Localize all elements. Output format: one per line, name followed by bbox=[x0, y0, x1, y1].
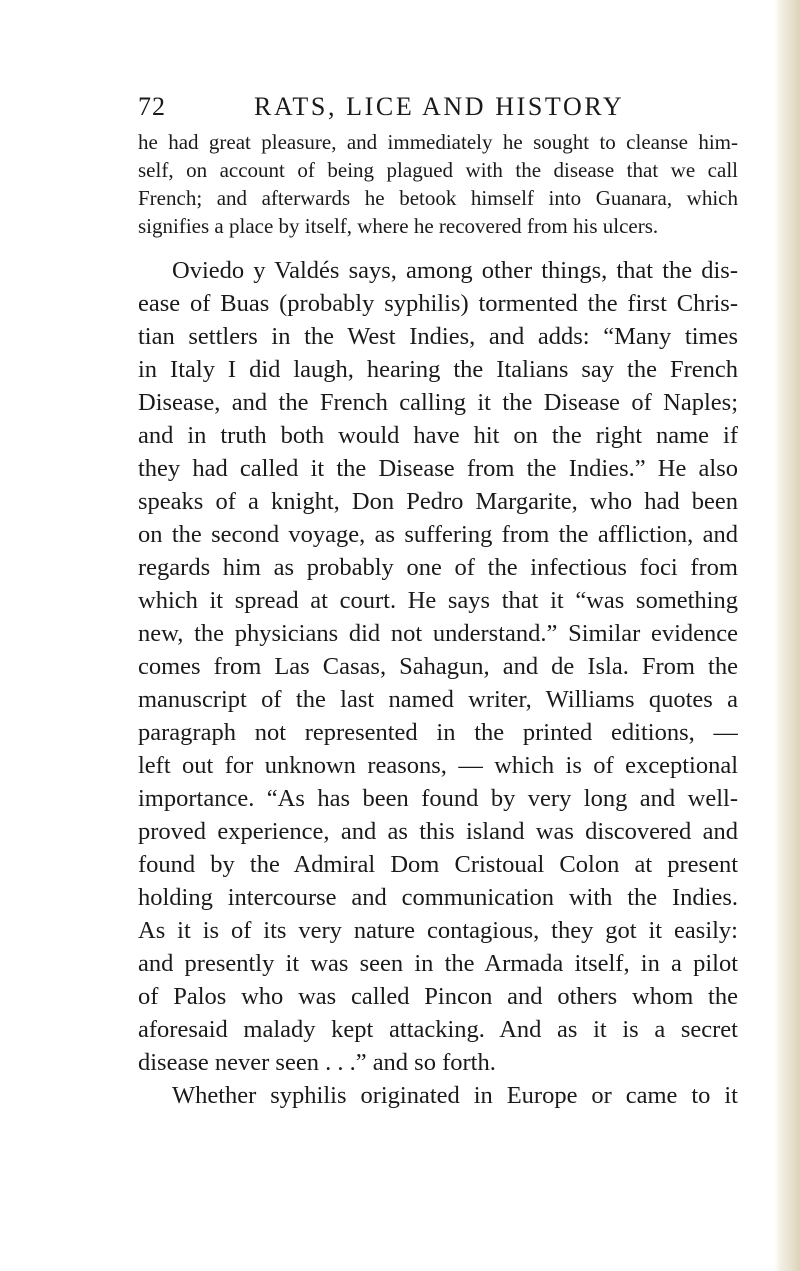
body-line: importance. “As has been found by very long and well- bbox=[138, 785, 738, 812]
body-line: holding intercourse and communication with the Indies. bbox=[138, 884, 738, 911]
body-line: speaks of a knight, Don Pedro Margarite, who had been bbox=[138, 488, 738, 515]
body-line: comes from Las Casas, Sahagun, and de Isla. From the bbox=[138, 653, 738, 680]
page-edge-shadow bbox=[774, 0, 800, 1271]
body-line: left out for unknown reasons, — which is of exceptional bbox=[138, 752, 738, 779]
body-line: and in truth both would have hit on the right name if bbox=[138, 422, 738, 449]
running-head bbox=[138, 92, 738, 126]
body-line: Disease, and the French calling it the Disease of Naples; bbox=[138, 389, 738, 416]
quote-line: French; and afterwards he betook himself into Guanara, which bbox=[138, 186, 738, 210]
body-line: As it is of its very nature contagious, they got it easily: bbox=[138, 917, 738, 944]
body-line: which it spread at court. He says that it “was something bbox=[138, 587, 738, 614]
body-line: of Palos who was called Pincon and others whom the bbox=[138, 983, 738, 1010]
body-line: new, the physicians did not understand.” Similar evidence bbox=[138, 620, 738, 647]
body-line: aforesaid malady kept attacking. And as it is a secret bbox=[138, 1016, 738, 1043]
quote-line: signifies a place by itself, where he recovered from his ulcers. bbox=[138, 214, 659, 238]
body-line: regards him as probably one of the infectious foci from bbox=[138, 554, 738, 581]
body-line: manuscript of the last named writer, Williams quotes a bbox=[138, 686, 738, 713]
body-line: disease never seen . . .” and so forth. bbox=[138, 1049, 496, 1076]
body-line: ease of Buas (probably syphilis) tormented the first Chris- bbox=[138, 290, 738, 317]
quote-line: he had great pleasure, and immediately he sought to cleanse him- bbox=[138, 130, 738, 154]
body-line: in Italy I did laugh, hearing the Italians say the French bbox=[138, 356, 738, 383]
body-line: Whether syphilis originated in Europe or came to it bbox=[172, 1082, 738, 1109]
page-number: 72 bbox=[138, 92, 166, 121]
body-line: proved experience, and as this island was discovered and bbox=[138, 818, 738, 845]
body-line: Oviedo y Valdés says, among other things, that the dis- bbox=[172, 257, 738, 284]
running-head-title: RATS, LICE AND HISTORY bbox=[254, 92, 625, 121]
body-line: paragraph not represented in the printed editions, — bbox=[138, 719, 738, 746]
body-line: tian settlers in the West Indies, and adds: “Many times bbox=[138, 323, 738, 350]
body-line: on the second voyage, as suffering from the affliction, and bbox=[138, 521, 738, 548]
quote-line: self, on account of being plagued with the disease that we call bbox=[138, 158, 738, 182]
body-line: they had called it the Disease from the Indies.” He also bbox=[138, 455, 738, 482]
body-line: and presently it was seen in the Armada itself, in a pilot bbox=[138, 950, 738, 977]
body-line: found by the Admiral Dom Cristoual Colon at present bbox=[138, 851, 738, 878]
